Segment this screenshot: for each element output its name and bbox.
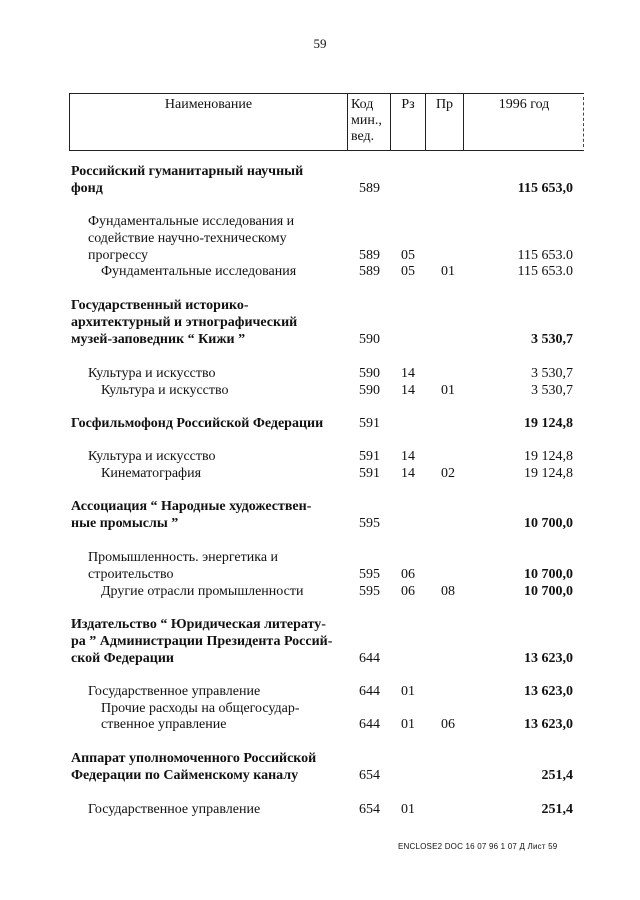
- table-row: [0, 566, 640, 583]
- row-pr: 01: [441, 264, 455, 279]
- row-name: Аппарат уполномоченного Российской: [71, 751, 317, 766]
- table-row: [0, 465, 640, 482]
- row-rz: 06: [401, 567, 415, 582]
- row-name: Промышленность. энергетика и: [88, 550, 279, 565]
- table-row: [0, 801, 640, 818]
- header-pr: Пр: [426, 94, 464, 150]
- row-rz: 05: [401, 248, 415, 263]
- row-amount: 3 530,7: [531, 383, 573, 398]
- header-rz: Рз: [391, 94, 426, 150]
- row-name: Прочие расходы на общегосудар-: [101, 701, 300, 716]
- table-row: [0, 750, 640, 767]
- row-rz: 14: [401, 449, 415, 464]
- row-code: 589: [359, 248, 380, 263]
- row-amount: 13 623,0: [524, 717, 573, 732]
- row-code: 644: [359, 684, 380, 699]
- header-code-line2: мин.,: [351, 113, 382, 128]
- table-row: [0, 767, 640, 784]
- table-row: [0, 263, 640, 280]
- row-amount: 251,4: [541, 802, 573, 817]
- row-code: 595: [359, 516, 380, 531]
- table-row: [0, 314, 640, 331]
- table-row: [0, 180, 640, 197]
- row-name: прогрессу: [88, 248, 149, 263]
- row-name: Государственное управление: [88, 684, 261, 699]
- document-footer: ENCLOSE2 DOC 16 07 96 1 07 Д Лист 59: [398, 842, 558, 851]
- table-row: [0, 213, 640, 230]
- row-name: Государственный историко-: [71, 298, 249, 313]
- row-name: Кинематография: [101, 466, 202, 481]
- row-code: 595: [359, 584, 380, 599]
- row-rz: 06: [401, 584, 415, 599]
- row-code: 654: [359, 802, 380, 817]
- row-name: Фундаментальные исследования: [101, 264, 297, 279]
- row-name: ра ” Администрации Президента Россий-: [71, 634, 333, 649]
- row-name: Культура и искусство: [88, 449, 216, 464]
- table-row: [0, 448, 640, 465]
- row-code: 644: [359, 717, 380, 732]
- row-amount: 115 653,0: [517, 181, 573, 196]
- table-row: [0, 650, 640, 667]
- header-right-border: [583, 97, 584, 147]
- row-code: 595: [359, 567, 380, 582]
- row-pr: 08: [441, 584, 455, 599]
- row-rz: 14: [401, 366, 415, 381]
- row-name: архитектурный и этнографический: [71, 315, 298, 330]
- row-code: 590: [359, 332, 380, 347]
- header-code-line3: вед.: [351, 129, 375, 144]
- row-amount: 19 124,8: [524, 449, 573, 464]
- table-row: [0, 633, 640, 650]
- header-code: [348, 94, 391, 150]
- table-row: [0, 415, 640, 432]
- row-rz: 14: [401, 383, 415, 398]
- row-amount: 19 124,8: [524, 416, 573, 431]
- row-name: музей-заповедник “ Кижи ”: [71, 332, 246, 347]
- table-row: [0, 247, 640, 264]
- row-name: Российский гуманитарный научный: [71, 164, 304, 179]
- row-name: Другие отрасли промышленности: [101, 584, 304, 599]
- row-code: 590: [359, 383, 380, 398]
- row-name: Госфильмофонд Российской Федерации: [71, 416, 324, 431]
- row-code: 589: [359, 264, 380, 279]
- row-name: ственное управление: [101, 717, 227, 732]
- row-pr: 02: [441, 466, 455, 481]
- table-row: [0, 498, 640, 515]
- row-pr: 01: [441, 383, 455, 398]
- row-amount: 19 124,8: [524, 466, 573, 481]
- table-header: [69, 93, 584, 151]
- row-amount: 10 700,0: [524, 516, 573, 531]
- row-code: 589: [359, 181, 380, 196]
- row-rz: 14: [401, 466, 415, 481]
- table-row: [0, 382, 640, 399]
- table-row: [0, 331, 640, 348]
- row-name: строительство: [88, 567, 174, 582]
- row-code: 644: [359, 651, 380, 666]
- row-pr: 06: [441, 717, 455, 732]
- row-amount: 3 530,7: [531, 332, 573, 347]
- row-name: ные промыслы ”: [71, 516, 179, 531]
- row-name: Ассоциация “ Народные художествен-: [71, 499, 312, 514]
- table-row: [0, 549, 640, 566]
- row-amount: 13 623,0: [524, 651, 573, 666]
- table-row: [0, 583, 640, 600]
- table-row: [0, 297, 640, 314]
- row-rz: 05: [401, 264, 415, 279]
- row-amount: 115 653.0: [517, 248, 573, 263]
- row-name: фонд: [71, 181, 103, 196]
- table-row: [0, 716, 640, 733]
- row-code: 591: [359, 466, 380, 481]
- row-name: Издательство “ Юридическая литерату-: [71, 617, 326, 632]
- row-code: 591: [359, 449, 380, 464]
- row-code: 654: [359, 768, 380, 783]
- table-row: [0, 700, 640, 717]
- row-rz: 01: [401, 802, 415, 817]
- row-amount: 13 623,0: [524, 684, 573, 699]
- header-year: 1996 год: [498, 97, 550, 112]
- row-amount: 251,4: [541, 768, 573, 783]
- row-amount: 115 653.0: [517, 264, 573, 279]
- row-amount: 10 700,0: [524, 567, 573, 582]
- page-number: 59: [313, 36, 327, 51]
- row-name: Государственное управление: [88, 802, 261, 817]
- table-row: [0, 683, 640, 700]
- row-name: Фундаментальные исследования и: [88, 214, 295, 229]
- header-name: Наименование: [70, 94, 348, 150]
- row-name: ской Федерации: [71, 651, 174, 666]
- row-name: содействие научно-техническому: [88, 231, 287, 246]
- table-row: [0, 230, 640, 247]
- row-code: 590: [359, 366, 380, 381]
- row-name: Федерации по Сайменскому каналу: [71, 768, 299, 783]
- row-amount: 3 530,7: [531, 366, 573, 381]
- header-code-line1: Код: [351, 97, 374, 112]
- table-row: [0, 163, 640, 180]
- row-name: Культура и искусство: [88, 366, 216, 381]
- row-rz: 01: [401, 684, 415, 699]
- row-rz: 01: [401, 717, 415, 732]
- row-name: Культура и искусство: [101, 383, 229, 398]
- table-row: [0, 515, 640, 532]
- row-amount: 10 700,0: [524, 584, 573, 599]
- row-code: 591: [359, 416, 380, 431]
- table-row: [0, 616, 640, 633]
- table-row: [0, 365, 640, 382]
